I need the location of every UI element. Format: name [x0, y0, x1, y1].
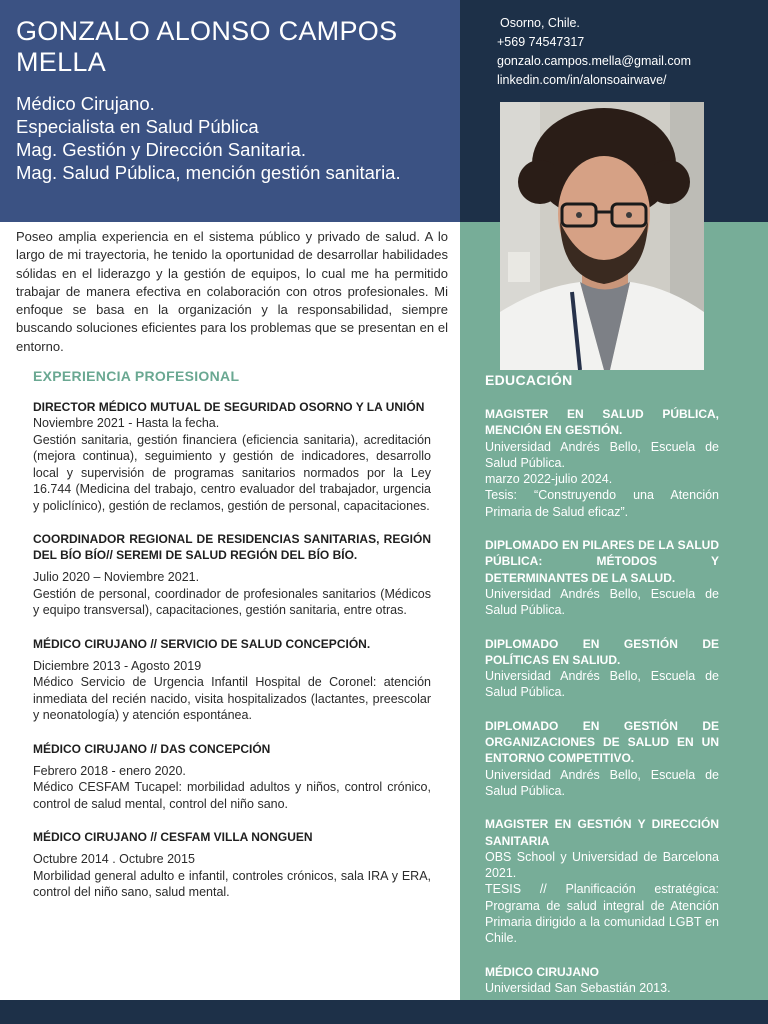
degree-detail: Universidad Andrés Bello, Escuela de Salud Pública. [485, 439, 719, 470]
job-entry [33, 399, 431, 514]
job-title: COORDINADOR REGIONAL DE RESIDENCIAS SANITARIAS, REGIÓN DEL BÍO BÍO// SEREMI DE SALUD REGIÓN DEL BÍO BÍO. [33, 532, 431, 562]
degree-title: MAGISTER EN SALUD PÚBLICA, MENCIÓN EN GESTIÓN. [485, 407, 719, 438]
degree-title: DIPLOMADO EN GESTIÓN DE POLÍTICAS EN SALIUD. [485, 636, 719, 667]
profile-photo [500, 102, 704, 370]
experience-heading: EXPERIENCIA PROFESIONAL [33, 368, 240, 384]
education-entry [485, 636, 719, 701]
job-description: Médico CESFAM Tucapel: morbilidad adultos y niños, control crónico, control de salud mental, control del niño sano. [33, 780, 431, 811]
job-date: Diciembre 2013 - Agosto 2019 [33, 658, 202, 673]
degree-detail: Universidad Andrés Bello, Escuela de Salud Pública. [485, 767, 719, 798]
professional-titles [16, 92, 456, 184]
title-line: Mag. Gestión y Dirección Sanitaria. [16, 139, 306, 160]
experience-list [33, 399, 431, 918]
job-entry [33, 741, 431, 813]
degree-detail: Tesis: “Construyendo una Atención Primaria de Salud eficaz”. [485, 488, 719, 519]
job-description: Gestión sanitaria, gestión financiera (eficiencia sanitaria), acreditación (mejora continua), seguimiento y gestión de indicadores, desarrollo local y supervisión de programas sanitarios normados por la Ley 16.744 (Medicina del trabajo, centro evaluador del trabajador, urgencia y policlínico), gestión de reclamos, gestión de personal, capacitaciones. [33, 432, 431, 513]
job-description: Gestión de personal, coordinador de profesionales sanitarios (Médicos y equipo transversal), capacitaciones, gestión sanitaria, entre otras. [33, 586, 431, 617]
title-line: Especialista en Salud Pública [16, 116, 259, 137]
contact-linkedin[interactable]: linkedin.com/in/alonsoairwave/ [497, 73, 667, 87]
degree-detail: Universidad San Sebastián 2013. [485, 980, 671, 995]
job-date: Octubre 2014 . Octubre 2015 [33, 852, 195, 866]
degree-detail: OBS School y Universidad de Barcelona 2021. [485, 849, 719, 881]
contact-phone: +569 74547317 [497, 35, 585, 49]
education-entry [485, 964, 719, 997]
degree-detail: TESIS // Planificación estratégica: Programa de salud integral de Atención Primaria dirigido a la comunidad LGBT en Chile. [485, 882, 719, 946]
job-date: Febrero 2018 - enero 2020. [33, 763, 186, 778]
contact-location: Osorno, Chile. [500, 16, 580, 30]
education-heading: EDUCACIÓN [485, 372, 573, 388]
education-entry [485, 406, 719, 520]
profile-photo-illustration [500, 102, 704, 370]
degree-title: DIPLOMADO EN GESTIÓN DE ORGANIZACIONES DE SALUD EN UN ENTORNO COMPETITIVO. [485, 718, 719, 766]
job-title: MÉDICO CIRUJANO // SERVICIO DE SALUD CONCEPCIÓN. [33, 636, 371, 651]
education-entry [485, 718, 719, 799]
job-date: Noviembre 2021 - Hasta la fecha. [33, 416, 220, 430]
candidate-name: GONZALO ALONSO CAMPOS MELLA [16, 16, 398, 77]
degree-detail: Universidad Andrés Bello, Escuela de Salud Pública. [485, 586, 719, 618]
job-title: MÉDICO CIRUJANO // CESFAM VILLA NONGUEN [33, 830, 313, 844]
degree-detail: marzo 2022-julio 2024. [485, 472, 613, 487]
contact-info [497, 14, 691, 90]
job-entry [33, 531, 431, 619]
title-line: Médico Cirujano. [16, 93, 155, 114]
job-title: DIRECTOR MÉDICO MUTUAL DE SEGURIDAD OSORNO Y LA UNIÓN [33, 400, 425, 414]
job-description: Morbilidad general adulto e infantil, controles crónicos, sala IRA y ERA, control del niño sano, salud mental. [33, 868, 431, 899]
education-list [485, 406, 719, 1013]
job-title: MÉDICO CIRUJANO // DAS CONCEPCIÓN [33, 741, 271, 756]
job-entry [33, 829, 431, 901]
education-entry [485, 537, 719, 618]
education-entry [485, 816, 719, 946]
job-description: Médico Servicio de Urgencia Infantil Hospital de Coronel: atención inmediata del recién nacido, visita hospitalizados (lactantes, preescolar y neonatología) y atención espontánea. [33, 675, 431, 722]
degree-title: DIPLOMADO EN PILARES DE LA SALUD PÚBLICA: MÉTODOS Y DETERMINANTES DE LA SALUD. [485, 538, 719, 585]
contact-email[interactable]: gonzalo.campos.mella@gmail.com [497, 54, 692, 68]
professional-summary: Poseo amplia experiencia en el sistema público y privado de salud. A lo largo de mi trayectoria, he tenido la oportunidad de desarrollar habilidades sólidas en el liderazgo y la gestión de equipos, lo cual me ha permitido trabajar de manera efectiva en colaboración con otros profesionales. Mi enfoque se basa en la organización y la responsabilidad, siempre buscando soluciones eficientes para los problemas que se presentan en el entorno. [16, 229, 448, 354]
degree-title: MAGISTER EN GESTIÓN Y DIRECCIÓN SANITARIA [485, 817, 719, 848]
degree-detail: Universidad Andrés Bello, Escuela de Salud Pública. [485, 669, 719, 700]
job-entry [33, 636, 431, 724]
title-line: Mag. Salud Pública, mención gestión sanitaria. [16, 162, 401, 183]
job-date: Julio 2020 – Noviembre 2021. [33, 570, 200, 584]
degree-title: MÉDICO CIRUJANO [485, 964, 600, 979]
